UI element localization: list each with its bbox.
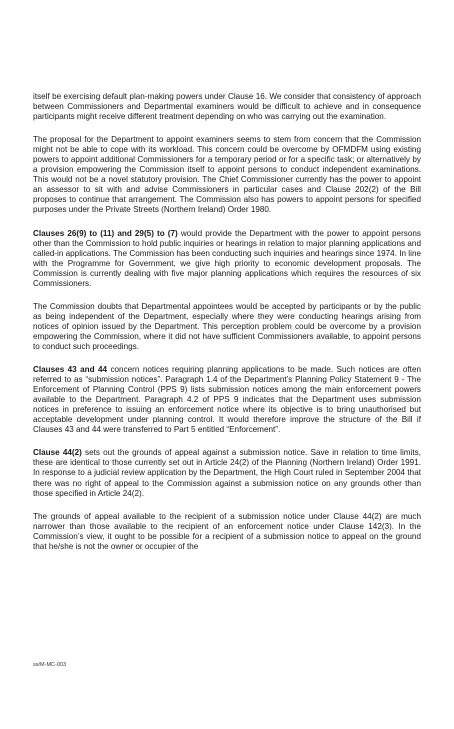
paragraph-1	[33, 92, 421, 122]
paragraph-7-text: The grounds of appeal available to the recipient of a submission notice under Clause 44(2) are much narrower than those available to the recipient of an enforcement notice under Clause 142(3). In the Commission’s view, it ought to be possible for a recipient of a submission notice to appeal on the ground that he/she is not the owner or occupier of the	[33, 511, 421, 551]
paragraph-5-lead: Clauses 43 and 44	[33, 365, 108, 375]
paragraph-4	[33, 302, 421, 352]
paragraph-6	[33, 448, 421, 498]
paragraph-3	[33, 229, 421, 289]
paragraph-2-text: The proposal for the Department to appoint examiners seems to stem from concern that the Commission might not be able to cope with its workload. This concern could be overcome by OFMDFM using existing powers to appoint additional Commissioners for a temporary period or for a specific task; or alternatively by a provision empowering the Commission itself to appoint persons to conduct independent examinations. This would not be a novel statutory provision. The Chief Commissioner currently has the power to appoint an assessor to sit with and advise Commissioners in particular cases and Clause 202(2) of the Bill proposes to continue that arrangement. The Commission also has powers to appoint persons for specified purposes under the Private Streets (Northern Ireland) Order 1980.	[33, 135, 421, 215]
paragraph-1-text: itself be exercising default plan-making powers under Clause 16. We consider that consistency of approach between Commissioners and Departmental examiners would be difficult to achieve and in consequence participants might receive different treatment depending on who was carrying out the examination.	[33, 92, 421, 122]
paragraph-3-lead: Clauses 26(9) to (11) and 29(5) to (7)	[33, 228, 178, 238]
paragraph-7	[33, 512, 421, 552]
paragraph-5-text: concern notices requiring planning applications to be made. Such notices are often referred to as “submission notices”. Paragraph 1.4 of the Department’s Planning Policy Statement 9 - The Enforcement of Planning Control (PPS 9) lists submission notices among the main enforcement powers available to the Department. Paragraph 4.2 of PPS 9 indicates that the Department uses submission notices in preference to issuing an enforcement notice where its objective is to bring unauthorised but acceptable development under planning control. It would therefore improve the structure of the Bill if Clauses 43 and 44 were transferred to Part 5 entitled “Enforcement”.	[33, 365, 421, 435]
paragraph-2	[33, 135, 421, 215]
footer-reference: ss/M-MC-003	[33, 662, 67, 668]
paragraph-3-text: would provide the Department with the power to appoint persons other than the Commission to hold public inquiries or hearings in relation to major planning applications and called-in applications. The Commission has been conducting such inquiries and hearings since 1974. In line with the Programme for Government, we give high priority to economic development proposals. The Commission is currently dealing with five major planning applications which requires the resources of six Commissioners.	[33, 228, 421, 288]
paragraph-6-lead: Clause 44(2)	[33, 448, 82, 458]
paragraph-6-text: sets out the grounds of appeal against a submission notice. Save in relation to time limits, these are identical to those currently set out in Article 24(2) of the Planning (Northern Ireland) Order 1991. In response to a judicial review application by the Department, the High Court ruled in September 2004 that there was no right of appeal to the Commission against a submission notice on any grounds other than those specified in Article 24(2).	[33, 448, 421, 498]
paragraph-4-text: The Commission doubts that Departmental appointees would be accepted by participants or by the public as being independent of the Department, especially where they were conducting hearings arising from notices of opinion issued by the Department. This perception problem could be overcome by a provision empowering the Commission, where it did not have sufficient Commissioners available, to appoint persons to conduct such proceedings.	[33, 301, 421, 351]
paragraph-5	[33, 365, 421, 435]
